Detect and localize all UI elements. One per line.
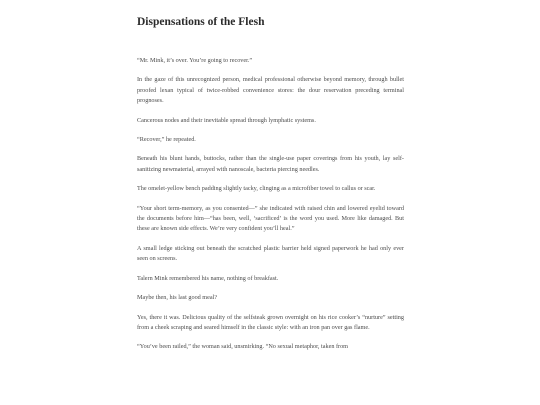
paragraph: Beneath his blunt hands, buttocks, rather than the single-use paper coverings from his youth, lay self-sanitizing newmaterial, arrayed with nanoscale, bacteria piercing needles. <box>137 155 404 173</box>
paragraph: A small ledge sticking out beneath the scratched plastic barrier held signed paperwork he had only ever seen on screens. <box>137 244 404 263</box>
paragraph: Yes, there it was. Delicious quality of the selfsteak grown overnight on his rice cooker’s “nurture” setting from a cheek scraping and seared himself in the classic style: with an iron pan over gas flame. <box>137 313 404 331</box>
story-title: Dispensations of the Flesh <box>137 16 265 28</box>
story-body <box>137 56 404 362</box>
paragraph: Cancerous nodes and their inevitable spread through lymphatic systems. <box>137 116 316 124</box>
paragraph: “Mr. Mink, it’s over. You’re going to recover.” <box>137 57 253 64</box>
paragraph: Talern Mink remembered his name, nothing of breakfast. <box>137 274 279 282</box>
paragraph: The omelet-yellow bench padding slightly tacky, clinging as a microfiber towel to callus or scar. <box>137 185 376 193</box>
paragraph: “You’ve been railed,” the woman said, unsmirking. “No sexual metaphor, taken from <box>137 343 348 351</box>
paragraph: “Your short term-memory, as you consented—” she indicated with raised chin and lowered eyelid toward the documents before him—“has been, well, ‘sacrificed’ is the word you used. More like damaged. But these are known side effects. We’re very confident you’ll heal.” <box>137 204 404 233</box>
paragraph: “Recover,” he repeated. <box>137 136 196 144</box>
paragraph: In the gaze of this unrecognized person, medical professional otherwise beyond memory, through bullet proofed lexan typical of twice-robbed convenience stores: the dour reservation preceding terminal prognoses. <box>137 76 404 105</box>
paragraph: Maybe then, his last good meal? <box>137 294 218 302</box>
